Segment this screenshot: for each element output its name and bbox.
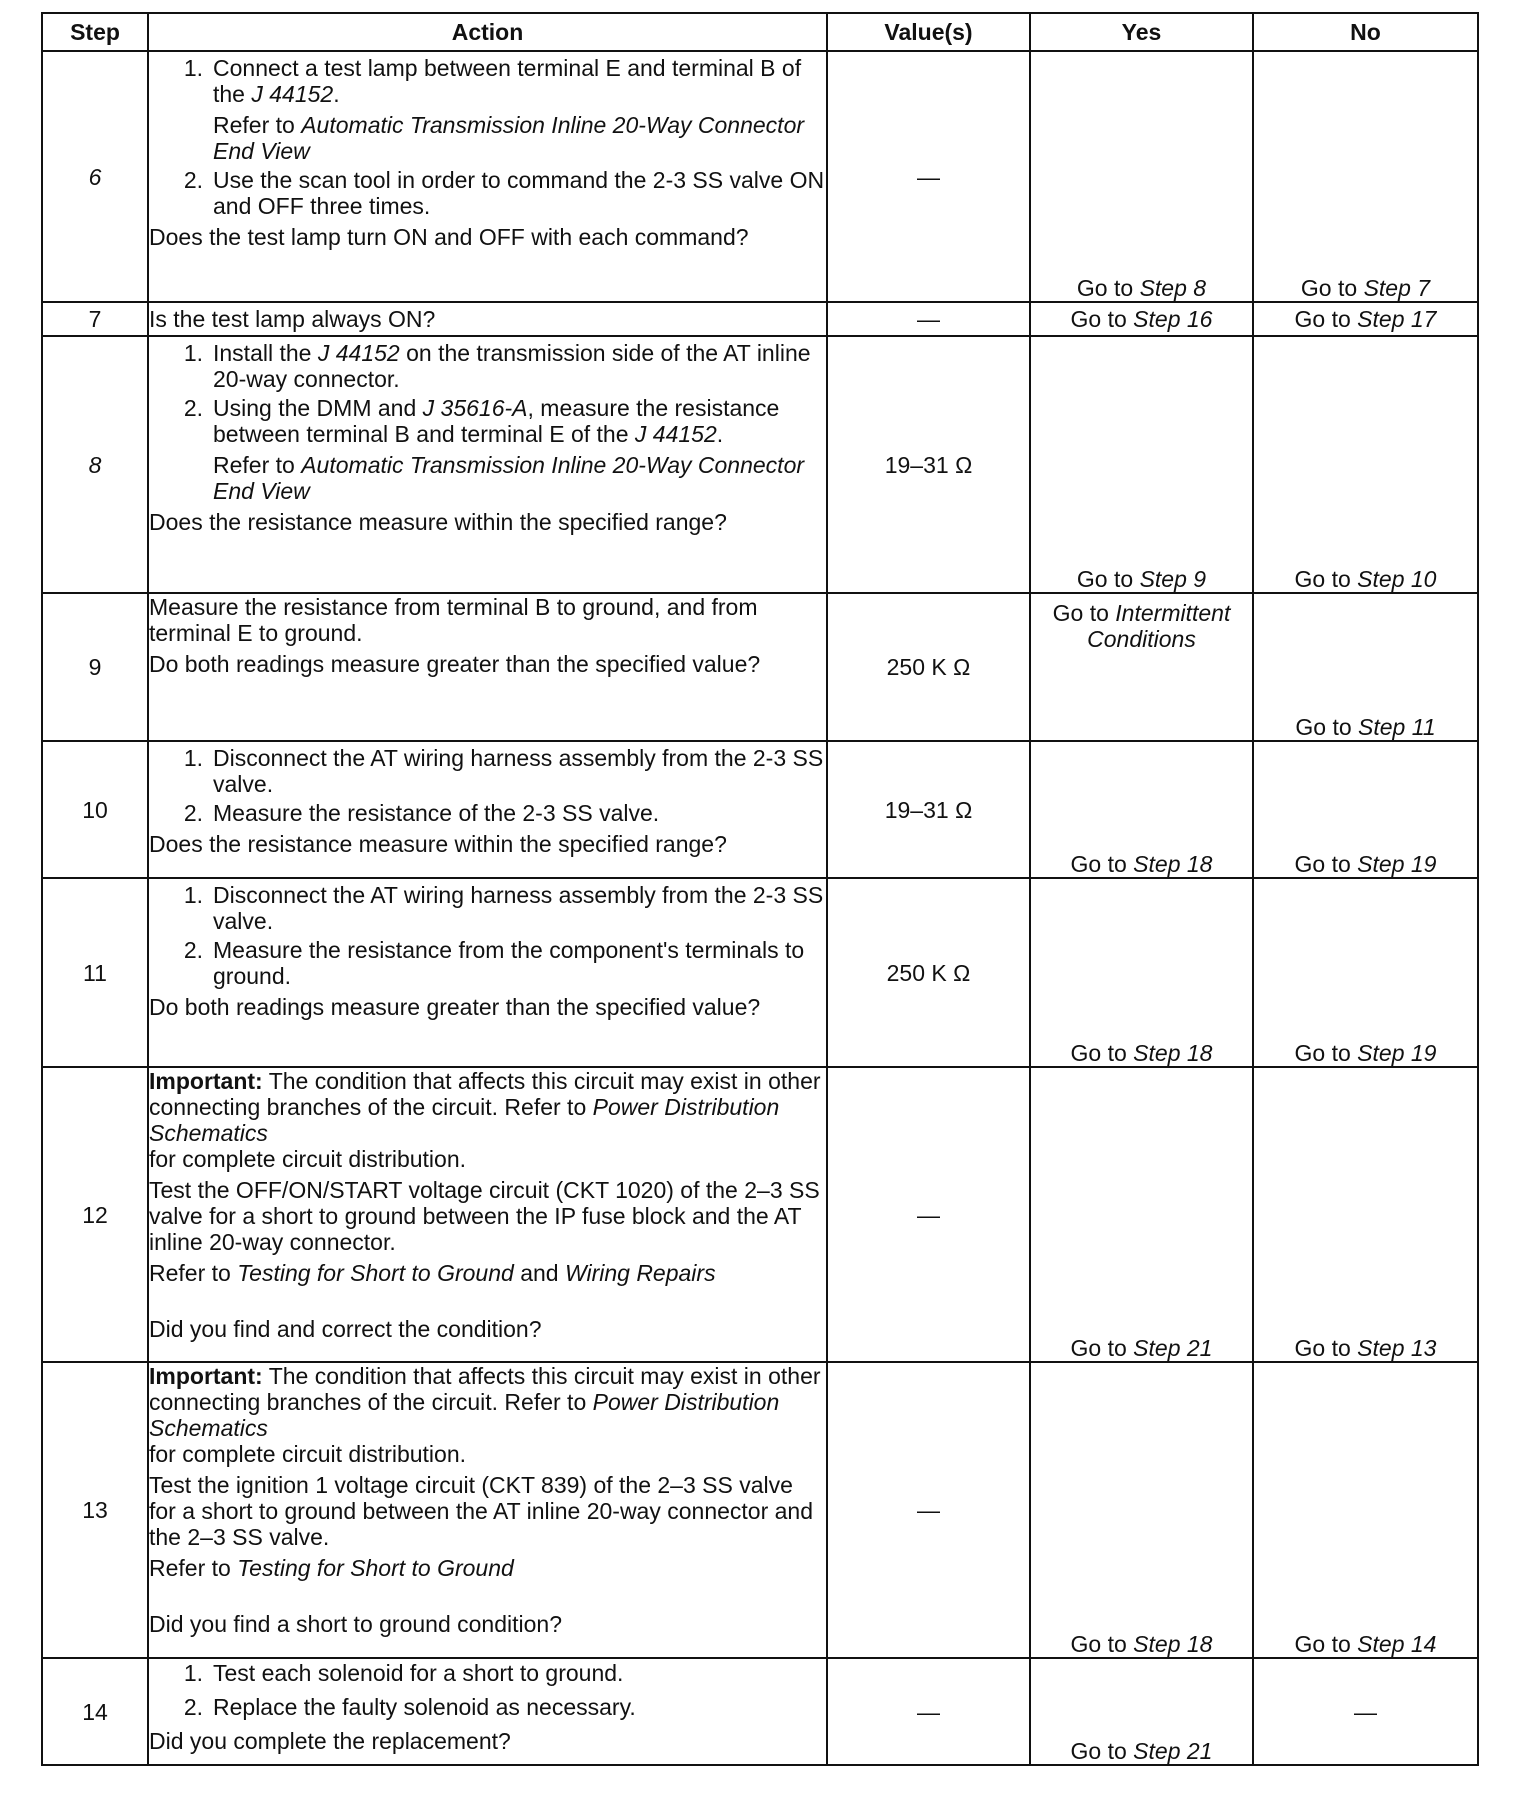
question-text: Does the resistance measure within the specified range?	[149, 831, 727, 857]
substep-text: Replace the faulty solenoid as necessary.	[213, 1694, 636, 1720]
tool-ref: J 44152	[251, 81, 334, 107]
substep	[167, 167, 826, 219]
substep-text	[213, 55, 826, 107]
no-cell	[1253, 593, 1478, 741]
text-span: and	[513, 1260, 565, 1286]
text-span: The condition that affects this circuit may exist in other connecting branches of the circuit. Refer to	[149, 1363, 821, 1415]
substep-text: Measure the resistance from the component's terminals to ground.	[213, 937, 805, 989]
text-span: Go to	[1294, 1631, 1358, 1657]
header-step: Step	[42, 13, 148, 51]
test-instruction: Test the OFF/ON/START voltage circuit (CKT 1020) of the 2–3 SS valve for a short to ground between the IP fuse block and the AT inline 20-way connector.	[149, 1177, 820, 1255]
text-span: Install the	[213, 340, 318, 366]
step-link[interactable]: Step 7	[1363, 275, 1431, 301]
step-number: 7	[42, 302, 148, 336]
text-span: Refer to	[149, 1260, 238, 1286]
yes-cell	[1030, 302, 1253, 336]
reference-link[interactable]: Power Distribution Schematics	[149, 1094, 780, 1146]
text-span: Using the DMM and	[213, 395, 423, 421]
text-span: .	[716, 421, 724, 447]
value-cell: —	[827, 302, 1030, 336]
text-span: on the transmission side of the AT inline 20-way connector.	[213, 340, 811, 392]
text-span: Refer to	[149, 1555, 238, 1581]
text-span: Go to	[1294, 306, 1358, 332]
value-cell: 250 K Ω	[827, 593, 1030, 741]
action-cell	[148, 878, 827, 1067]
value-cell: —	[827, 1658, 1030, 1765]
reference-link[interactable]: Automatic Transmission Inline 20-Way Connector End View	[213, 452, 805, 504]
substep-text: Disconnect the AT wiring harness assembly from the 2-3 SS valve.	[213, 882, 824, 934]
table-row-step-13	[42, 1362, 1478, 1658]
action-cell	[148, 51, 827, 302]
header-row	[42, 13, 1478, 51]
value-cell: 19–31 Ω	[827, 336, 1030, 593]
substep-number: 2.	[183, 937, 203, 963]
value-cell: —	[827, 1067, 1030, 1362]
reference-link[interactable]: Testing for Short to Ground	[237, 1260, 514, 1286]
table-row-step-7	[42, 302, 1478, 336]
substep	[167, 395, 826, 447]
step-link[interactable]: Step 9	[1139, 566, 1207, 592]
text-span: Go to	[1070, 1040, 1134, 1066]
substep-number: 2.	[183, 800, 203, 826]
question-text: Did you complete the replacement?	[149, 1728, 511, 1754]
action-cell	[148, 336, 827, 593]
yes-cell	[1030, 1067, 1253, 1362]
substep-number: 2.	[183, 395, 203, 421]
yes-cell	[1030, 336, 1253, 593]
action-cell	[148, 1362, 827, 1658]
step-link[interactable]: Step 10	[1357, 566, 1437, 592]
test-instruction: Test the ignition 1 voltage circuit (CKT 839) of the 2–3 SS valve for a short to ground between the AT inline 20-way connector and the 2–3 SS valve.	[149, 1472, 814, 1550]
text-span: Connect a test lamp between terminal E and terminal B of the	[213, 55, 802, 107]
question-text: Does the resistance measure within the specified range?	[149, 509, 727, 535]
substep-number: 1.	[183, 882, 203, 908]
text-span: Go to	[1300, 275, 1364, 301]
step-number: 12	[42, 1067, 148, 1362]
reference-link[interactable]: Power Distribution Schematics	[149, 1389, 780, 1441]
step-number: 13	[42, 1362, 148, 1658]
step-link[interactable]: Step 14	[1357, 1631, 1437, 1657]
header-action: Action	[148, 13, 827, 51]
table-row-step-6	[42, 51, 1478, 302]
substep	[167, 937, 826, 989]
no-cell: —	[1253, 1658, 1478, 1765]
text-span: Go to	[1070, 1631, 1134, 1657]
step-number: 11	[42, 878, 148, 1067]
text-span: Go to	[1076, 566, 1140, 592]
important-label: Important:	[149, 1068, 263, 1094]
text-span: Go to	[1294, 1040, 1358, 1066]
substep	[167, 800, 826, 826]
text-span: Go to	[1070, 1738, 1134, 1764]
substep	[167, 1660, 826, 1686]
question-text: Do both readings measure greater than the specified value?	[149, 651, 761, 677]
table-row-step-11	[42, 878, 1478, 1067]
substep-number: 1.	[183, 55, 203, 81]
yes-cell	[1030, 593, 1253, 741]
tool-ref: J 35616-A	[422, 395, 528, 421]
step-number: 10	[42, 741, 148, 878]
table-row-step-9	[42, 593, 1478, 741]
text-span: Go to	[1294, 851, 1358, 877]
step-link[interactable]: Step 18	[1133, 1040, 1213, 1066]
substep-number: 2.	[183, 167, 203, 193]
table-row-step-12	[42, 1067, 1478, 1362]
substep-text	[213, 340, 826, 392]
yes-cell	[1030, 1658, 1253, 1765]
reference-link[interactable]: Automatic Transmission Inline 20-Way Connector End View	[213, 112, 805, 164]
no-cell	[1253, 741, 1478, 878]
tool-ref: J 44152	[634, 421, 717, 447]
diagnostic-table	[41, 12, 1479, 1766]
reference-link[interactable]: Testing for Short to Ground	[237, 1555, 514, 1581]
important-tail: for complete circuit distribution.	[149, 1441, 467, 1467]
substep-text: Disconnect the AT wiring harness assembly from the 2-3 SS valve.	[213, 745, 824, 797]
tool-ref: J 44152	[317, 340, 400, 366]
header-no: No	[1253, 13, 1478, 51]
question-text: Did you find a short to ground condition?	[149, 1611, 562, 1637]
action-cell	[148, 302, 827, 336]
step-link[interactable]: Step 19	[1357, 1040, 1437, 1066]
substep-text: Test each solenoid for a short to ground.	[213, 1660, 624, 1686]
step-link[interactable]: Step 18	[1133, 1631, 1213, 1657]
header-yes: Yes	[1030, 13, 1253, 51]
important-label: Important:	[149, 1363, 263, 1389]
substep	[167, 55, 826, 107]
no-cell	[1253, 1067, 1478, 1362]
reference-link[interactable]: Wiring Repairs	[564, 1260, 716, 1286]
substep	[167, 882, 826, 934]
text-span: , measure the resistance between terminal B and terminal E of the	[213, 395, 780, 447]
value-cell: 19–31 Ω	[827, 741, 1030, 878]
yes-cell	[1030, 878, 1253, 1067]
text-span: Go to	[1070, 306, 1134, 332]
text-span: Go to	[1294, 1335, 1358, 1361]
no-cell	[1253, 1362, 1478, 1658]
no-cell	[1253, 51, 1478, 302]
question-text: Do both readings measure greater than the specified value?	[149, 994, 761, 1020]
step-number: 9	[42, 593, 148, 741]
reference	[213, 452, 826, 504]
substep	[167, 745, 826, 797]
substep-number: 1.	[183, 745, 203, 771]
table-row-step-8	[42, 336, 1478, 593]
reference	[213, 112, 826, 164]
substep-number: 2.	[183, 1694, 203, 1720]
text-span: Go to	[1076, 275, 1140, 301]
yes-cell	[1030, 1362, 1253, 1658]
text-span: Refer to	[213, 452, 302, 478]
text-span: Go to	[1295, 714, 1359, 740]
text-span: Go to	[1070, 851, 1134, 877]
substep	[167, 340, 826, 392]
substep	[167, 1694, 826, 1720]
text-span: Refer to	[213, 112, 302, 138]
value-cell: 250 K Ω	[827, 878, 1030, 1067]
step-link[interactable]: Step 21	[1133, 1738, 1213, 1764]
step-number: 8	[42, 336, 148, 593]
table-row-step-10	[42, 741, 1478, 878]
action-cell	[148, 741, 827, 878]
action-cell	[148, 1658, 827, 1765]
reference	[149, 1260, 826, 1286]
no-cell	[1253, 302, 1478, 336]
substep-text: Measure the resistance of the 2-3 SS valve.	[213, 800, 660, 826]
table-row-step-14	[42, 1658, 1478, 1765]
header-values: Value(s)	[827, 13, 1030, 51]
step-link[interactable]: Step 8	[1139, 275, 1207, 301]
step-link[interactable]: Step 16	[1133, 306, 1213, 332]
substep-text	[213, 395, 826, 447]
instruction-text: Measure the resistance from terminal B to ground, and from terminal E to ground.	[149, 594, 758, 646]
step-link[interactable]: Step 19	[1357, 851, 1437, 877]
yes-cell	[1030, 51, 1253, 302]
step-link[interactable]: Step 11	[1358, 714, 1436, 740]
important-note	[149, 1068, 826, 1146]
no-cell	[1253, 878, 1478, 1067]
reference	[149, 1555, 826, 1581]
question-text: Did you find and correct the condition?	[149, 1316, 542, 1342]
question-text: Does the test lamp turn ON and OFF with each command?	[149, 224, 749, 250]
step-number: 6	[42, 51, 148, 302]
substep-number: 1.	[183, 340, 203, 366]
action-cell	[148, 593, 827, 741]
text-span: Go to	[1052, 600, 1116, 626]
value-cell: —	[827, 51, 1030, 302]
text-span: Go to	[1070, 1335, 1134, 1361]
step-number: 14	[42, 1658, 148, 1765]
step-link[interactable]: Step 17	[1357, 306, 1437, 332]
value-cell: —	[827, 1362, 1030, 1658]
step-link[interactable]: Step 18	[1133, 851, 1213, 877]
action-cell	[148, 1067, 827, 1362]
step-link[interactable]: Step 21	[1133, 1335, 1213, 1361]
text-span: Go to	[1294, 566, 1358, 592]
yes-cell	[1030, 741, 1253, 878]
substep-number: 1.	[183, 1660, 203, 1686]
text-span: .	[333, 81, 340, 107]
substep-text: Use the scan tool in order to command the 2-3 SS valve ON and OFF three times.	[213, 167, 825, 219]
important-tail: for complete circuit distribution.	[149, 1146, 467, 1172]
question-text: Is the test lamp always ON?	[149, 306, 436, 332]
step-link[interactable]: Step 13	[1357, 1335, 1437, 1361]
no-cell	[1253, 336, 1478, 593]
reference-link[interactable]: Intermittent Conditions	[1087, 600, 1231, 652]
important-note	[149, 1363, 826, 1441]
text-span: The condition that affects this circuit may exist in other connecting branches of the circuit. Refer to	[149, 1068, 821, 1120]
